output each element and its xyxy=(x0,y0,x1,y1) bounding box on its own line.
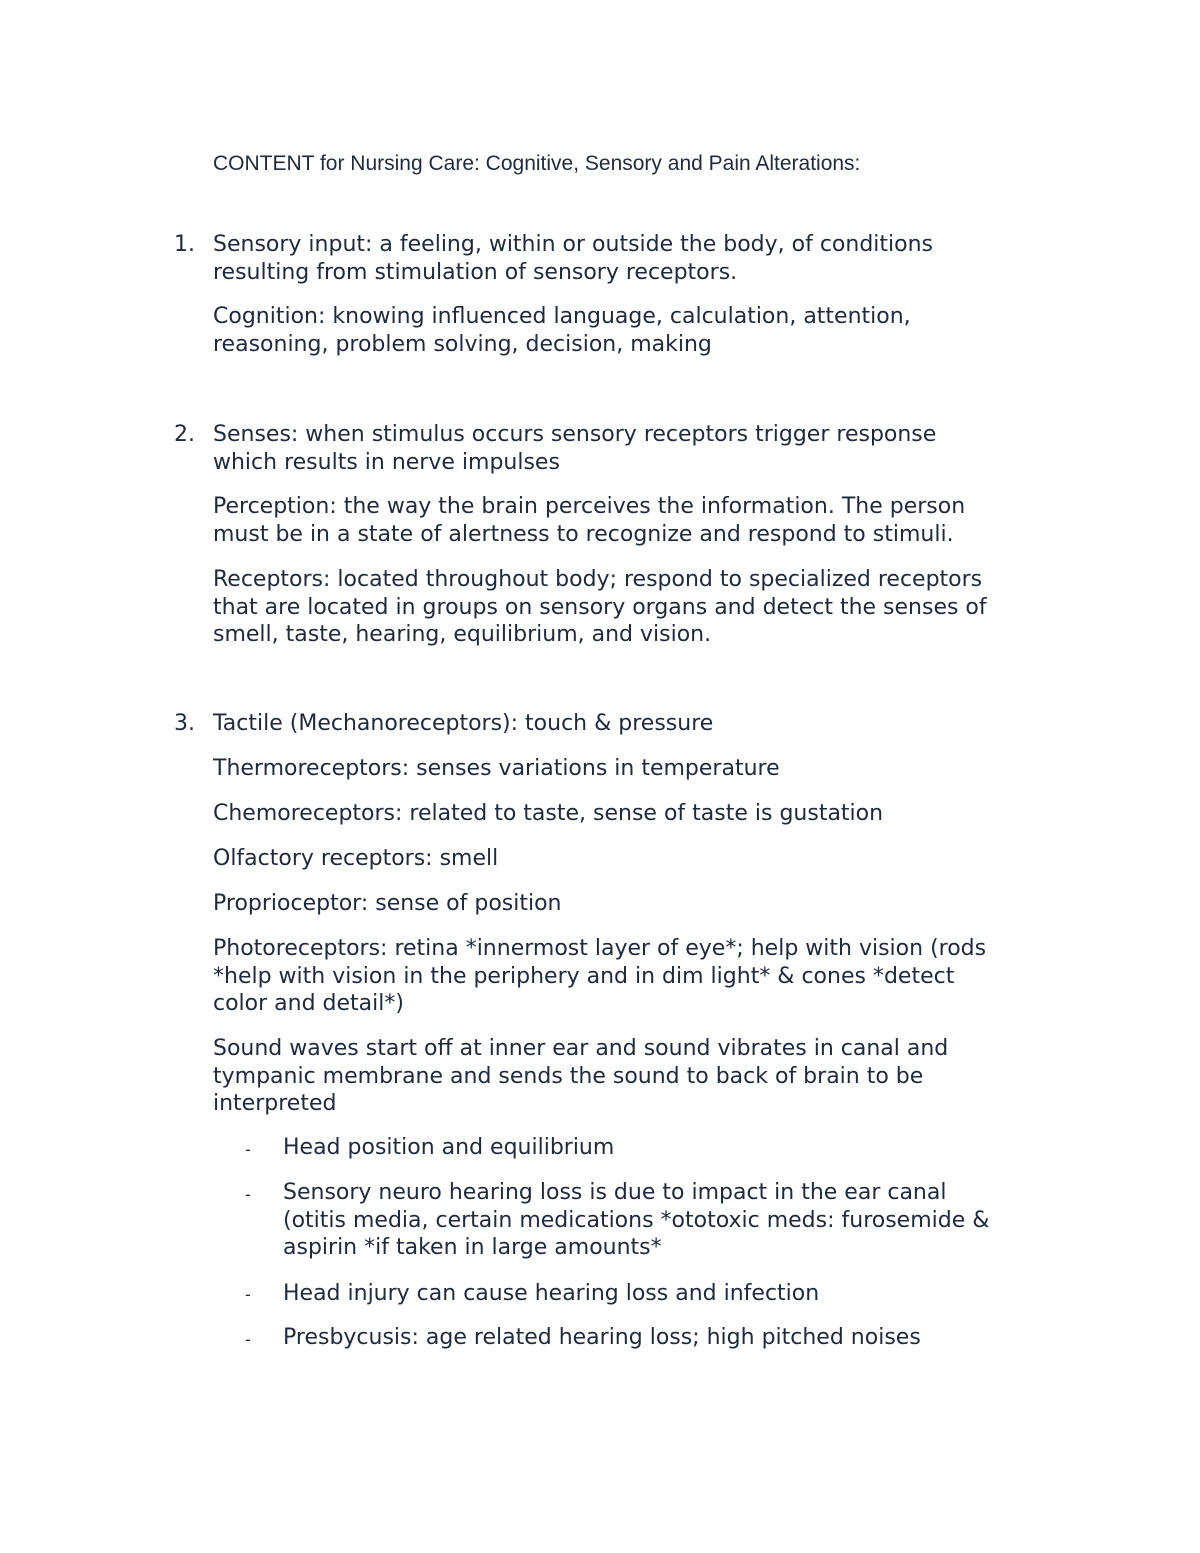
bullet-line: (otitis media, certain medications *ototoxic meds: furosemide & xyxy=(283,1207,990,1233)
bullet-marker: - xyxy=(245,1185,251,1204)
bullet-marker: - xyxy=(245,1140,251,1159)
paragraph-line: that are located in groups on sensory organs and detect the senses of xyxy=(213,594,987,620)
paragraph-line: Photoreceptors: retina *innermost layer of eye*; help with vision (rods xyxy=(213,936,987,961)
paragraph-line: tympanic membrane and sends the sound to back of brain to be xyxy=(213,1063,924,1089)
paragraph-line: Senses: when stimulus occurs sensory receptors trigger response xyxy=(213,422,937,447)
bullet-line: Sensory neuro hearing loss is due to impact in the ear canal xyxy=(283,1180,947,1205)
paragraph-line: *help with vision in the periphery and in dim light* & cones *detect xyxy=(213,963,955,989)
list-number-1: 1. xyxy=(174,232,195,257)
bullet-sensory-neuro xyxy=(283,1179,1073,1262)
paragraph-sound-waves xyxy=(213,1035,1063,1118)
list-number-3: 3. xyxy=(174,711,195,736)
paragraph-thermoreceptors xyxy=(213,755,1063,783)
bullet-presbycusis xyxy=(283,1324,1073,1352)
paragraph-line: which results in nerve impulses xyxy=(213,449,560,475)
paragraph-line: Proprioceptor: sense of position xyxy=(213,891,562,916)
paragraph-line: Sensory input: a feeling, within or outside the body, of conditions xyxy=(213,232,934,257)
paragraph-cognition xyxy=(213,303,1063,358)
paragraph-line: Cognition: knowing influenced language, calculation, attention, xyxy=(213,304,911,329)
paragraph-photoreceptors xyxy=(213,935,1063,1018)
list-number-2: 2. xyxy=(174,422,195,447)
paragraph-line: must be in a state of alertness to recognize and respond to stimuli. xyxy=(213,521,954,547)
bullet-marker: - xyxy=(245,1285,251,1304)
paragraph-perception xyxy=(213,493,1063,548)
bullet-marker: - xyxy=(245,1330,251,1349)
paragraph-line: resulting from stimulation of sensory receptors. xyxy=(213,259,738,285)
bullet-line: aspirin *if taken in large amounts* xyxy=(283,1235,662,1260)
paragraph-line: Chemoreceptors: related to taste, sense of taste is gustation xyxy=(213,801,884,826)
paragraph-line: reasoning, problem solving, decision, making xyxy=(213,331,712,357)
paragraph-proprioceptor xyxy=(213,890,1063,918)
paragraph-line: Perception: the way the brain perceives the information. The person xyxy=(213,494,966,519)
bullet-head-injury xyxy=(283,1280,1073,1308)
bullet-line: Head injury can cause hearing loss and infection xyxy=(283,1281,820,1306)
bullet-head-position xyxy=(283,1134,1073,1162)
document-title: CONTENT for Nursing Care: Cognitive, Sensory and Pain Alterations: xyxy=(213,152,861,175)
paragraph-line: Olfactory receptors: smell xyxy=(213,846,499,871)
paragraph-line: color and detail*) xyxy=(213,991,404,1016)
bullet-line: Head position and equilibrium xyxy=(283,1135,615,1160)
paragraph-line: Tactile (Mechanoreceptors): touch & pressure xyxy=(213,711,714,736)
paragraph-line: Receptors: located throughout body; respond to specialized receptors xyxy=(213,567,983,592)
paragraph-chemoreceptors xyxy=(213,800,1063,828)
paragraph-senses xyxy=(213,421,1063,476)
paragraph-sensory-input xyxy=(213,231,1063,286)
bullet-line: Presbycusis: age related hearing loss; high pitched noises xyxy=(283,1325,921,1350)
paragraph-olfactory xyxy=(213,845,1063,873)
paragraph-tactile xyxy=(213,710,1063,738)
paragraph-line: Sound waves start off at inner ear and sound vibrates in canal and xyxy=(213,1036,949,1061)
paragraph-line: smell, taste, hearing, equilibrium, and vision. xyxy=(213,622,712,647)
paragraph-receptors xyxy=(213,566,1063,649)
paragraph-line: Thermoreceptors: senses variations in temperature xyxy=(213,756,780,781)
paragraph-line: interpreted xyxy=(213,1091,337,1116)
